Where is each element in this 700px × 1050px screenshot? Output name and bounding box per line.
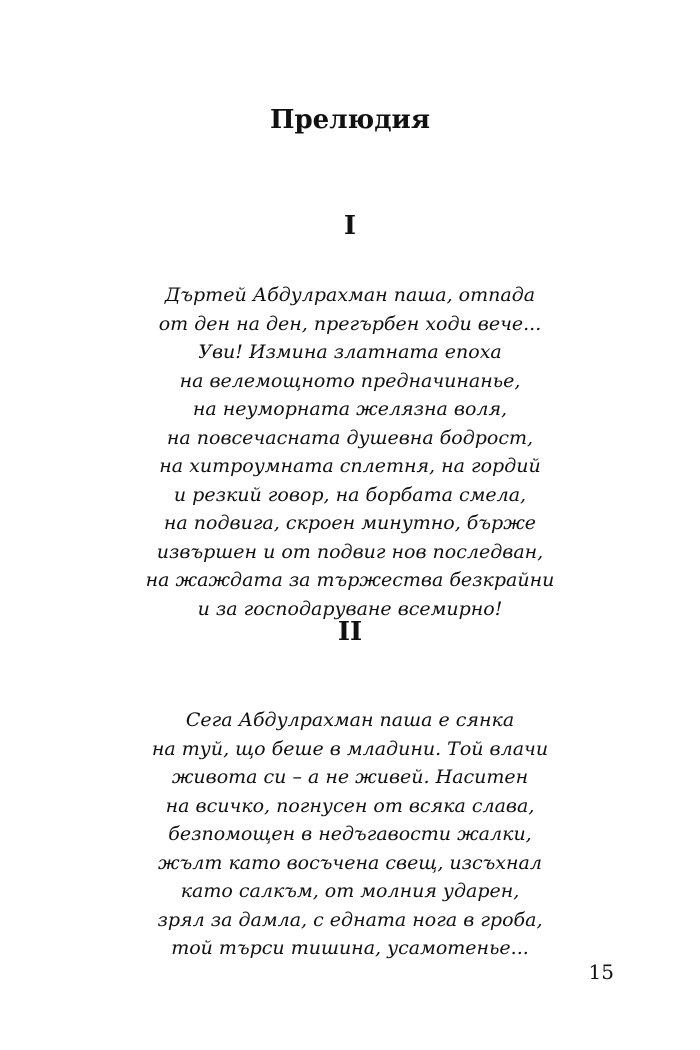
verse-line: той търси тишина, усамотенье...: [171, 937, 529, 959]
verse-line: на подвига, скроен минутно, бърже: [163, 512, 537, 534]
verse-line: Уви! Измина златната епоха: [198, 341, 502, 363]
verse-line: Дъртей Абдулрахман паша, отпада: [164, 284, 536, 306]
verse-line: като салкъм, от молния ударен,: [180, 880, 520, 902]
verse-line: на всичко, погнусен от всяка слава,: [165, 794, 535, 817]
stanza-2: [0, 706, 700, 963]
section-heading-1: I: [343, 211, 357, 241]
verse-line: извършен и от подвиг нов последван,: [156, 540, 544, 563]
verse-line: на неуморната желязна воля,: [192, 398, 508, 420]
verse-line: на хитроумната сплетня, на гордий: [159, 455, 541, 477]
verse-line: на туй, що беше в младини. Той влачи: [151, 737, 549, 760]
verse-line: зрял за дамла, с едната нога в гроба,: [157, 908, 543, 931]
verse-line: живота си – а не живей. Наситен: [171, 766, 529, 788]
verse-line: безпомощен в недъгавости жалки,: [168, 823, 532, 845]
verse-line: на жаждата за тържества безкрайни: [145, 569, 555, 591]
page-number: 15: [588, 960, 614, 984]
page-title: Прелюдия: [269, 105, 431, 136]
stanza-1: [0, 281, 700, 623]
section-heading-2: II: [337, 617, 363, 647]
verse-line: жълт като восъчена свещ, изсъхнал: [158, 851, 542, 874]
verse-line: Сега Абдулрахман паша е сянка: [185, 709, 515, 731]
verse-line: от ден на ден, прегърбен ходи вече...: [158, 312, 542, 335]
verse-line: на велемощното предначинанье,: [179, 369, 521, 392]
verse-line: и за господаруване всемирно!: [197, 597, 503, 620]
verse-line: на повсечасната душевна бодрост,: [166, 426, 534, 449]
verse-line: и резкий говор, на борбата смела,: [173, 483, 527, 506]
